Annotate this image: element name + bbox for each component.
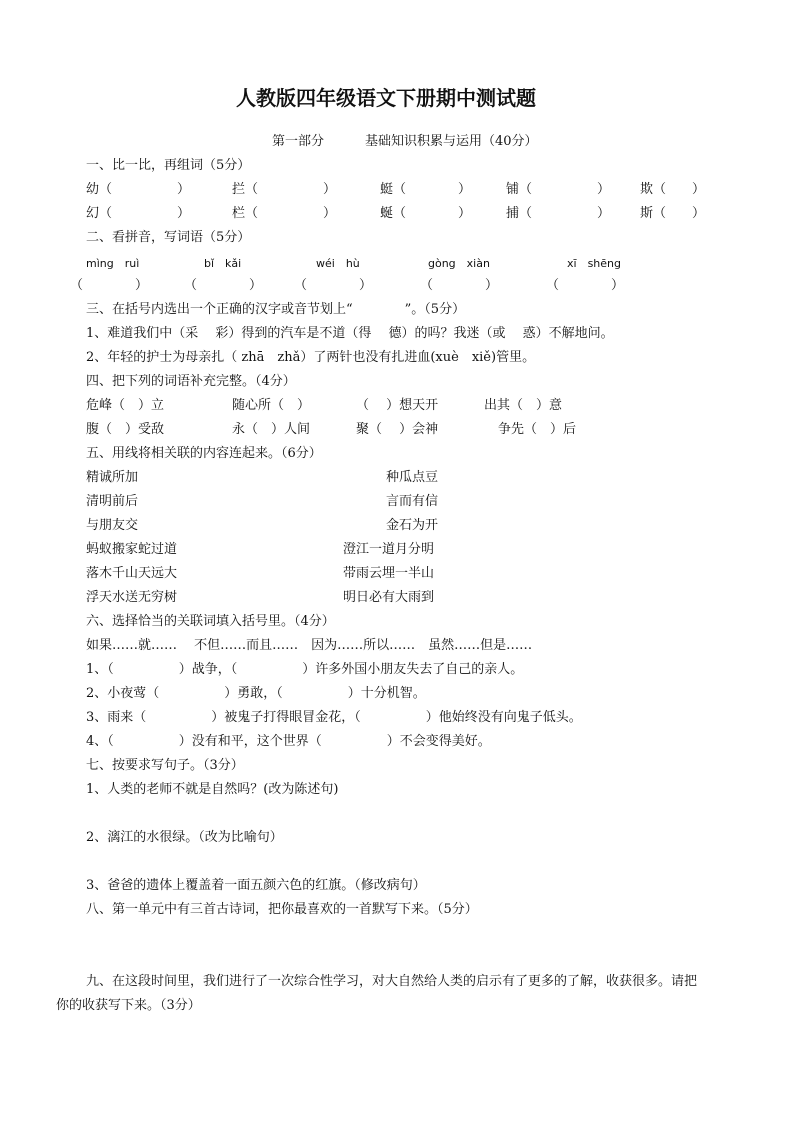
s4-item: 永（ ）人间 xyxy=(232,422,311,437)
s1-item: 捕（ ） xyxy=(506,206,611,221)
answer-blank: （ ） xyxy=(546,278,625,293)
section-6-heading: 六、选择恰当的关联词填入括号里。（4分） xyxy=(86,614,335,629)
s4-item: （ ）想天开 xyxy=(356,398,439,413)
answer-blank: （ ） xyxy=(70,278,149,293)
section-8-heading: 八、第一单元中有三首古诗词，把你最喜欢的一首默写下来。（5分） xyxy=(86,902,478,917)
section-3-heading: 三、在括号内选出一个正确的汉字或音节划上“ ”。（5分） xyxy=(86,302,466,317)
conjunction-options: 如果……就…… 不但……而且…… 因为……所以…… 虽然……但是…… xyxy=(86,638,533,653)
answer-blank: （ ） xyxy=(184,278,263,293)
match-left-item: 精诚所加 xyxy=(86,470,139,485)
s1-item: 斯（ ） xyxy=(640,206,706,221)
s4-item: 随心所（ ） xyxy=(232,398,311,413)
pinyin: xī shēng xyxy=(567,257,621,270)
s1-item: 拦（ ） xyxy=(232,182,337,197)
s7-question-2: 2、漓江的水很绿。（改为比喻句） xyxy=(86,830,283,845)
s6-question-4: 4、（ ）没有和平，这个世界（ ）不会变得美好。 xyxy=(86,734,491,749)
s4-item: 危峰（ ）立 xyxy=(86,398,165,413)
section-5-heading: 五、用线将相关联的内容连起来。（6分） xyxy=(86,446,322,461)
s1-item: 欺（ ） xyxy=(640,182,706,197)
match-left-item: 与朋友交 xyxy=(86,518,139,533)
section-1-heading: 一、比一比，再组词（5分） xyxy=(86,158,251,173)
section-7-heading: 七、按要求写句子。（3分） xyxy=(86,758,244,773)
page-title: 人教版四年级语文下册期中测试题 xyxy=(236,86,536,110)
s1-item: 幼（ ） xyxy=(86,182,191,197)
match-right-item: 澄江一道月分明 xyxy=(343,542,435,557)
answer-blank: （ ） xyxy=(420,278,499,293)
match-left-item: 清明前后 xyxy=(86,494,139,509)
s1-item: 蜒（ ） xyxy=(380,206,472,221)
pinyin: gòng xiàn xyxy=(428,257,490,270)
match-left-item: 蚂蚁搬家蛇过道 xyxy=(86,542,178,557)
s4-item: 争先（ ）后 xyxy=(498,422,577,437)
s6-question-1: 1、（ ）战争，（ ）许多外国小朋友失去了自己的亲人。 xyxy=(86,662,524,677)
section-4-heading: 四、把下列的词语补充完整。（4分） xyxy=(86,374,296,389)
s4-item: 聚（ ）会神 xyxy=(356,422,439,437)
s3-question-1: 1、难道我们中（采 彩）得到的汽车是不道（得 德）的吗？我迷（或 惑）不解地问。 xyxy=(86,326,614,341)
s1-item: 铺（ ） xyxy=(506,182,611,197)
section-9-line-2: 你的收获写下来。（3分） xyxy=(56,998,201,1013)
s1-item: 幻（ ） xyxy=(86,206,191,221)
pinyin: wéi hù xyxy=(316,257,360,270)
section-9-line-1: 九、在这段时间里，我们进行了一次综合性学习，对大自然给人类的启示有了更多的了解，收获很多。请把 xyxy=(86,974,698,989)
match-right-item: 带雨云埋一半山 xyxy=(343,566,435,581)
s6-question-2: 2、小夜莺（ ）勇敢，（ ）十分机智。 xyxy=(86,686,426,701)
s4-item: 腹（ ）受敌 xyxy=(86,422,165,437)
s4-item: 出其（ ）意 xyxy=(484,398,563,413)
s1-item: 栏（ ） xyxy=(232,206,337,221)
s6-question-3: 3、雨来（ ）被鬼子打得眼冒金花，（ ）他始终没有向鬼子低头。 xyxy=(86,710,582,725)
section-2-heading: 二、看拼音，写词语（5分） xyxy=(86,230,251,245)
s1-item: 蜓（ ） xyxy=(380,182,472,197)
pinyin: mìng ruì xyxy=(86,257,140,270)
part-name: 基础知识积累与运用（40分） xyxy=(365,134,538,149)
match-left-item: 落木千山天远大 xyxy=(86,566,178,581)
part-label: 第一部分 xyxy=(272,134,325,149)
match-right-item: 种瓜点豆 xyxy=(386,470,439,485)
pinyin: bǐ kǎi xyxy=(204,257,242,270)
match-right-item: 言而有信 xyxy=(386,494,439,509)
s7-question-1: 1、人类的老师不就是自然吗？(改为陈述句) xyxy=(86,782,339,797)
answer-blank: （ ） xyxy=(294,278,373,293)
s7-question-3: 3、爸爸的遗体上覆盖着一面五颜六色的红旗。（修改病句） xyxy=(86,878,426,893)
match-left-item: 浮天水送无穷树 xyxy=(86,590,178,605)
match-right-item: 明日必有大雨到 xyxy=(343,590,435,605)
s3-question-2: 2、年轻的护士为母亲扎（ zhā zhǎ）了两针也没有扎进血(xuè xiě)管里。 xyxy=(86,350,536,365)
match-right-item: 金石为开 xyxy=(386,518,439,533)
